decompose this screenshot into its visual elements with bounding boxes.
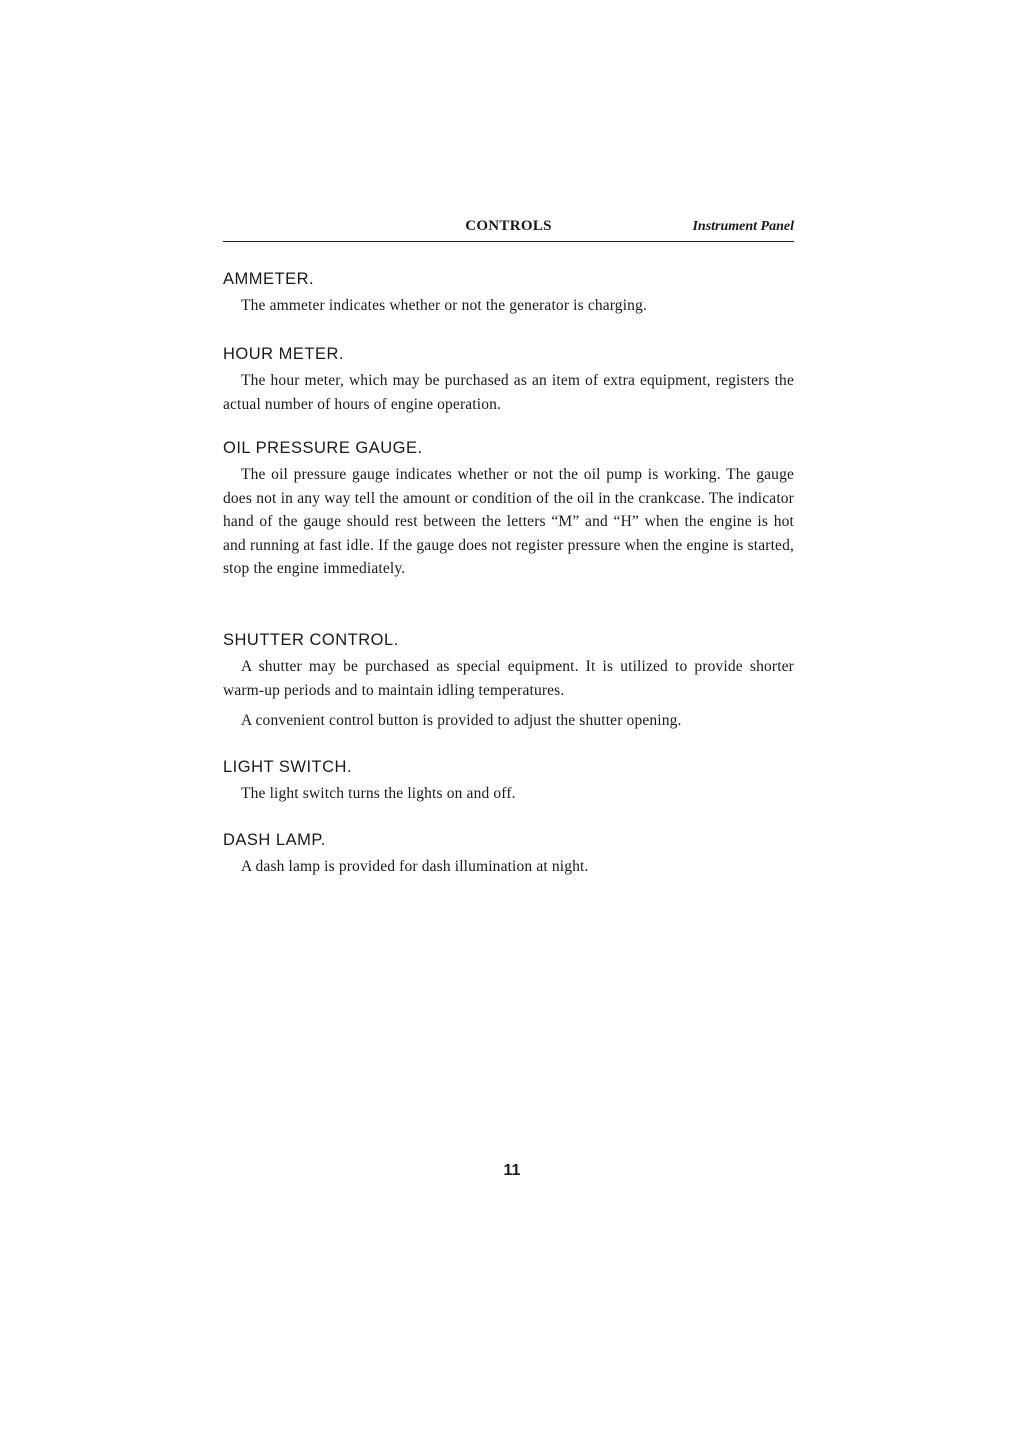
- header-rule: [223, 241, 794, 242]
- header-title: CONTROLS: [465, 218, 552, 234]
- section-paragraph: A shutter may be purchased as special equipment. It is utilized to provide shorter warm-up periods and to maintain idling temperatures.: [223, 658, 794, 699]
- page-number: 11: [503, 1162, 521, 1179]
- section-oil-pressure-gauge: [223, 437, 794, 581]
- section-shutter-control: [223, 629, 794, 733]
- section-hour-meter: [223, 343, 794, 416]
- section-ammeter: [223, 268, 794, 318]
- section-paragraph: A convenient control button is provided to adjust the shutter opening.: [241, 712, 682, 729]
- section-heading: OIL PRESSURE GAUGE.: [223, 439, 423, 457]
- section-paragraph: The oil pressure gauge indicates whether or not the oil pump is working. The gauge does not in any way tell the amount or condition of the oil in the crankcase. The indicator hand of the gauge should rest between the letters “M” and “H” when the engine is hot and running at fast idle. If the gauge does not register pressure when the engine is started, stop the engine immediately.: [223, 466, 794, 577]
- section-paragraph: The ammeter indicates whether or not the generator is charging.: [241, 297, 647, 314]
- running-header: [223, 218, 794, 242]
- section-heading: AMMETER.: [223, 270, 315, 288]
- section-heading: LIGHT SWITCH.: [223, 758, 353, 776]
- header-section-name: Instrument Panel: [692, 219, 794, 234]
- section-dash-lamp: [223, 829, 794, 879]
- section-heading: SHUTTER CONTROL.: [223, 631, 399, 649]
- section-paragraph: A dash lamp is provided for dash illumination at night.: [241, 858, 589, 875]
- section-heading: HOUR METER.: [223, 345, 344, 363]
- section-paragraph: The hour meter, which may be purchased as an item of extra equipment, registers the actual number of hours of engine operation.: [223, 372, 794, 413]
- section-light-switch: [223, 756, 794, 806]
- section-paragraph: The light switch turns the lights on and off.: [241, 785, 516, 802]
- section-heading: DASH LAMP.: [223, 831, 326, 849]
